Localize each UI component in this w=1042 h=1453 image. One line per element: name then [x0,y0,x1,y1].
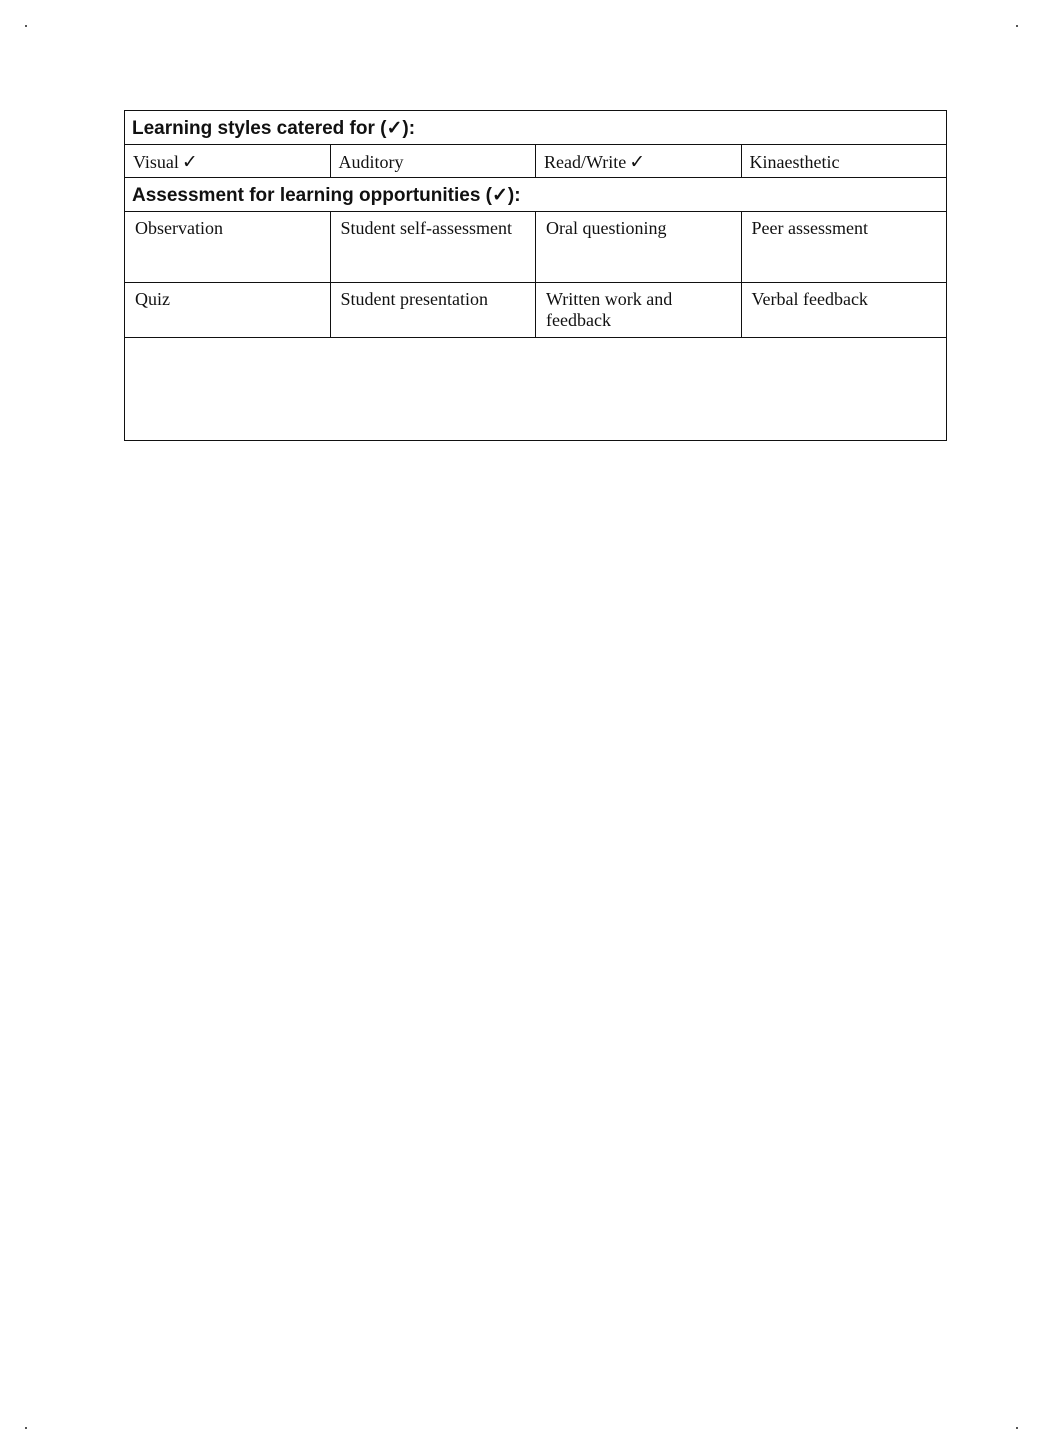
assessment-header-row [125,178,947,212]
assessment-observation: Observation [125,212,331,283]
check-mark-icon: ✓ [629,151,646,173]
learning-style-visual [125,145,331,178]
assessment-oral-questioning: Oral questioning [536,212,742,283]
learning-styles-row [125,145,947,178]
assessment-student-presentation: Student presentation [330,283,536,338]
check-mark-icon: ✓ [181,151,198,173]
assessment-row-1 [125,212,947,283]
notes-row [125,338,947,441]
crop-mark-top-left [25,25,27,27]
crop-mark-bottom-right [1016,1427,1018,1429]
learning-style-label: Auditory [338,152,404,172]
assessment-quiz: Quiz [125,283,331,338]
learning-style-label: Visual [133,152,179,172]
learning-style-auditory [330,145,536,178]
learning-styles-heading: Learning styles catered for (✓): [125,111,947,145]
assessment-student-self-assessment: Student self-assessment [330,212,536,283]
assessment-peer-assessment: Peer assessment [741,212,947,283]
learning-styles-header-row [125,111,947,145]
assessment-heading: Assessment for learning opportunities (✓): [125,178,947,212]
learning-style-label: Read/Write [544,152,627,172]
crop-mark-bottom-left [25,1427,27,1429]
crop-mark-top-right [1016,25,1018,27]
lesson-plan-table [124,110,947,441]
notes-cell[interactable] [125,338,947,441]
learning-style-label: Kinaesthetic [749,152,840,172]
assessment-written-work-and-feedback: Written work and feedback [536,283,742,338]
assessment-verbal-feedback: Verbal feedback [741,283,947,338]
assessment-row-2 [125,283,947,338]
learning-style-kinaesthetic [741,145,947,178]
learning-style-read-write [536,145,742,178]
